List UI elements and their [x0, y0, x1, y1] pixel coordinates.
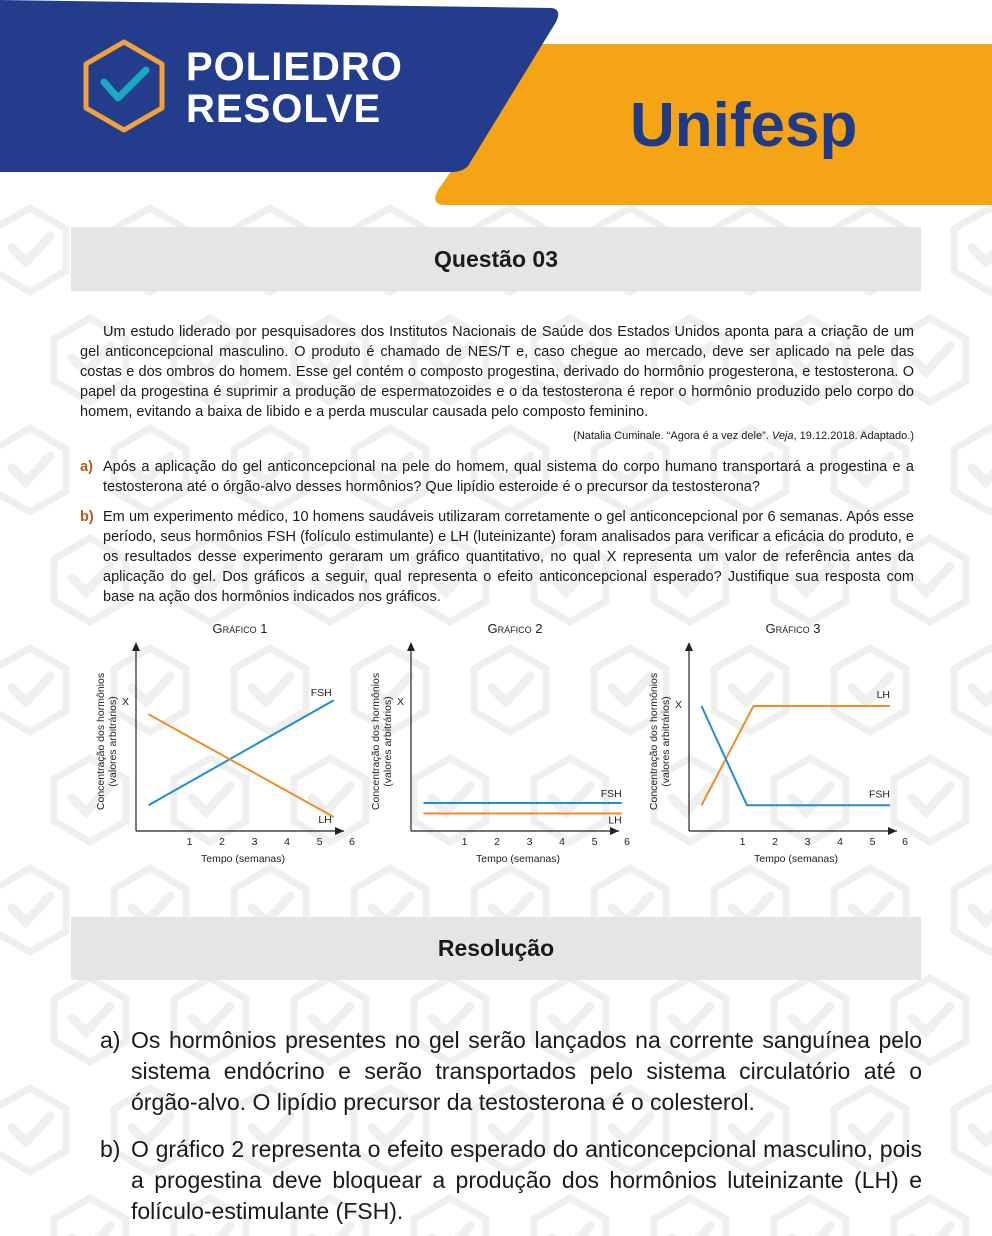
- chart-title: Gráfico 3: [765, 621, 821, 636]
- x-axis-label: Tempo (semanas): [753, 853, 839, 865]
- pattern-tile: [0, 208, 66, 292]
- pattern-check-icon: [12, 1116, 50, 1142]
- logo-line-2: RESOLVE: [186, 87, 382, 131]
- chart-title: Gráfico 1: [212, 621, 268, 636]
- x-tick-label: 4: [284, 836, 290, 848]
- header: [0, 0, 992, 210]
- question-item-b: [80, 507, 914, 607]
- pattern-check-icon: [12, 896, 50, 922]
- pattern-tile: [954, 868, 992, 952]
- pattern-check-icon: [972, 1116, 992, 1142]
- question-title: Questão 03: [71, 227, 921, 291]
- citation-part-2: , 19.12.2018. Adaptado.): [793, 430, 914, 442]
- x-tick-label: 4: [837, 836, 843, 848]
- pattern-check-icon: [192, 1226, 230, 1236]
- logo-line-1: POLIEDRO: [186, 45, 403, 89]
- y-axis-label: [648, 673, 672, 810]
- x-axis-arrow: [335, 827, 344, 835]
- pattern-check-icon: [672, 1226, 710, 1236]
- y-axis-label: [370, 673, 394, 810]
- citation: [80, 430, 914, 442]
- pattern-tile: [0, 428, 66, 512]
- chart-title: Gráfico 2: [487, 621, 543, 636]
- x-reference-label: X: [675, 699, 683, 711]
- resolution-item-a: [100, 1025, 922, 1118]
- series-label-lh: LH: [608, 814, 622, 827]
- y-axis-label-line-2: (valores arbitrários): [660, 696, 672, 787]
- series-line-lh: [702, 706, 891, 805]
- item-label: b): [100, 1136, 121, 1162]
- pattern-check-icon: [72, 1226, 110, 1236]
- pattern-tile: [954, 428, 992, 512]
- item-label: b): [80, 509, 94, 525]
- logo-text: [186, 46, 403, 130]
- pattern-check-icon: [552, 1226, 590, 1236]
- y-axis-label-line-1: Concentração dos hormônios: [648, 672, 660, 811]
- item-label: a): [80, 459, 93, 475]
- item-label: a): [100, 1027, 121, 1053]
- series-label-fsh: FSH: [310, 687, 332, 700]
- pattern-tile: [954, 1088, 992, 1172]
- y-axis-arrow: [685, 642, 693, 651]
- x-axis-arrow: [888, 827, 897, 835]
- x-axis-label: Tempo (semanas): [475, 853, 561, 865]
- pattern-check-icon: [912, 566, 950, 592]
- x-tick-label: 5: [591, 836, 598, 848]
- citation-source: Veja: [771, 430, 794, 442]
- chart-1: [95, 621, 355, 865]
- x-tick-label: 1: [461, 836, 468, 848]
- x-tick-label: 6: [902, 836, 908, 848]
- item-text: Os hormônios presentes no gel serão lançados na corrente sanguínea pelo sistema endócrino e serão transportados pelo sistema circulatório até o órgão-alvo. O lipídio precursor da testosterona é o colesterol.: [131, 1027, 922, 1115]
- x-tick-label: 3: [526, 836, 533, 848]
- item-text: Em um experimento médico, 10 homens saudáveis utilizaram corretamente o gel anticoncepcional por 6 semanas. Após esse período, seus hormônios FSH (folículo estimulante) e LH (luteinizante) foram analisados para verificar a eficácia do produto, e os resultados desse experimento geraram um gráfico quantitativo, no qual X representa um valor de referência antes da aplicação do gel. Dos gráficos a seguir, qual representa o efeito anticoncepcional esperado? Justifique sua resposta com base na ação dos hormônios indicados nos gráficos.: [103, 509, 914, 605]
- x-tick-label: 3: [251, 836, 258, 848]
- x-tick-label: 5: [869, 836, 876, 848]
- chart-3: [648, 621, 908, 865]
- pattern-tile: [0, 1088, 66, 1172]
- x-tick-label: 2: [772, 836, 778, 848]
- series-label-lh: LH: [876, 689, 890, 701]
- y-axis-label-line-1: Concentração dos hormônios: [370, 672, 382, 811]
- pattern-check-icon: [912, 1226, 950, 1236]
- series-label-fsh: FSH: [600, 787, 622, 800]
- pattern-check-icon: [972, 456, 992, 482]
- resolution-item-b: [100, 1134, 922, 1227]
- pattern-check-icon: [912, 346, 950, 372]
- y-axis-label: [95, 673, 119, 810]
- x-reference-label: X: [122, 696, 130, 708]
- pattern-tile: [0, 868, 66, 952]
- charts-area: [0, 612, 992, 872]
- pattern-check-icon: [972, 236, 992, 262]
- x-axis-arrow: [610, 827, 619, 835]
- y-axis-label-line-2: (valores arbitrários): [382, 696, 394, 787]
- citation-part-1: (Natalia Cuminale. “Agora é a vez dele”.: [573, 430, 772, 442]
- x-tick-label: 4: [559, 836, 565, 848]
- brand-name: Unifesp: [630, 91, 858, 160]
- y-axis-label-line-1: Concentração dos hormônios: [95, 672, 107, 811]
- y-axis-label-line-2: (valores arbitrários): [107, 696, 119, 787]
- series-label-fsh: FSH: [869, 788, 890, 801]
- pattern-check-icon: [972, 896, 992, 922]
- x-tick-label: 1: [186, 836, 193, 848]
- x-tick-label: 6: [349, 836, 355, 848]
- pattern-tile: [954, 208, 992, 292]
- series-line-lh: [149, 714, 334, 817]
- pattern-check-icon: [12, 236, 50, 262]
- y-axis-arrow: [132, 642, 140, 651]
- pattern-check-icon: [792, 1226, 830, 1236]
- item-text: Após a aplicação do gel anticoncepcional na pele do homem, qual sistema do corpo humano transportará a progestina e a testosterona até o órgão-alvo desses hormônios? Que lipídio esteroide é o precursor da testosterona?: [103, 459, 914, 495]
- x-tick-label: 2: [494, 836, 500, 848]
- x-tick-label: 6: [624, 836, 630, 848]
- x-tick-label: 2: [219, 836, 225, 848]
- pattern-check-icon: [312, 1226, 350, 1236]
- question-paragraph: Um estudo liderado por pesquisadores dos Institutos Nacionais de Saúde dos Estados Unidos aponta para a criação de um gel anticoncepcional masculino. O produto é chamado de NES/T e, caso chegue ao mercado, deve ser aplicado na pele das costas e dos ombros do homem. Esse gel contém o composto progestina, derivado do hormônio progesterona, e testosterona. O papel da progestina é suprimir a produção de espermatozoides e o da testosterona é repor o hormônio produzido pelo corpo do homem, evitando a baixa de libido e a perda muscular causada pelo composto feminino.: [80, 324, 914, 420]
- series-line-fsh: [149, 700, 334, 805]
- pattern-check-icon: [432, 1226, 470, 1236]
- chart-2: [370, 621, 630, 865]
- x-axis-label: Tempo (semanas): [200, 853, 286, 865]
- item-text: O gráfico 2 representa o efeito esperado do anticoncepcional masculino, pois a progestina deve bloquear a produção dos hormônios luteinizante (LH) e folículo-estimulante (FSH).: [131, 1136, 922, 1224]
- question-item-a: [80, 457, 914, 497]
- y-axis-arrow: [407, 642, 415, 651]
- x-tick-label: 3: [804, 836, 811, 848]
- pattern-check-icon: [12, 456, 50, 482]
- x-reference-label: X: [397, 696, 405, 708]
- series-label-lh: LH: [318, 813, 332, 826]
- resolution-title: Resolução: [71, 917, 921, 980]
- series-line-fsh: [702, 706, 891, 805]
- x-tick-label: 1: [739, 836, 746, 848]
- x-tick-label: 5: [316, 836, 323, 848]
